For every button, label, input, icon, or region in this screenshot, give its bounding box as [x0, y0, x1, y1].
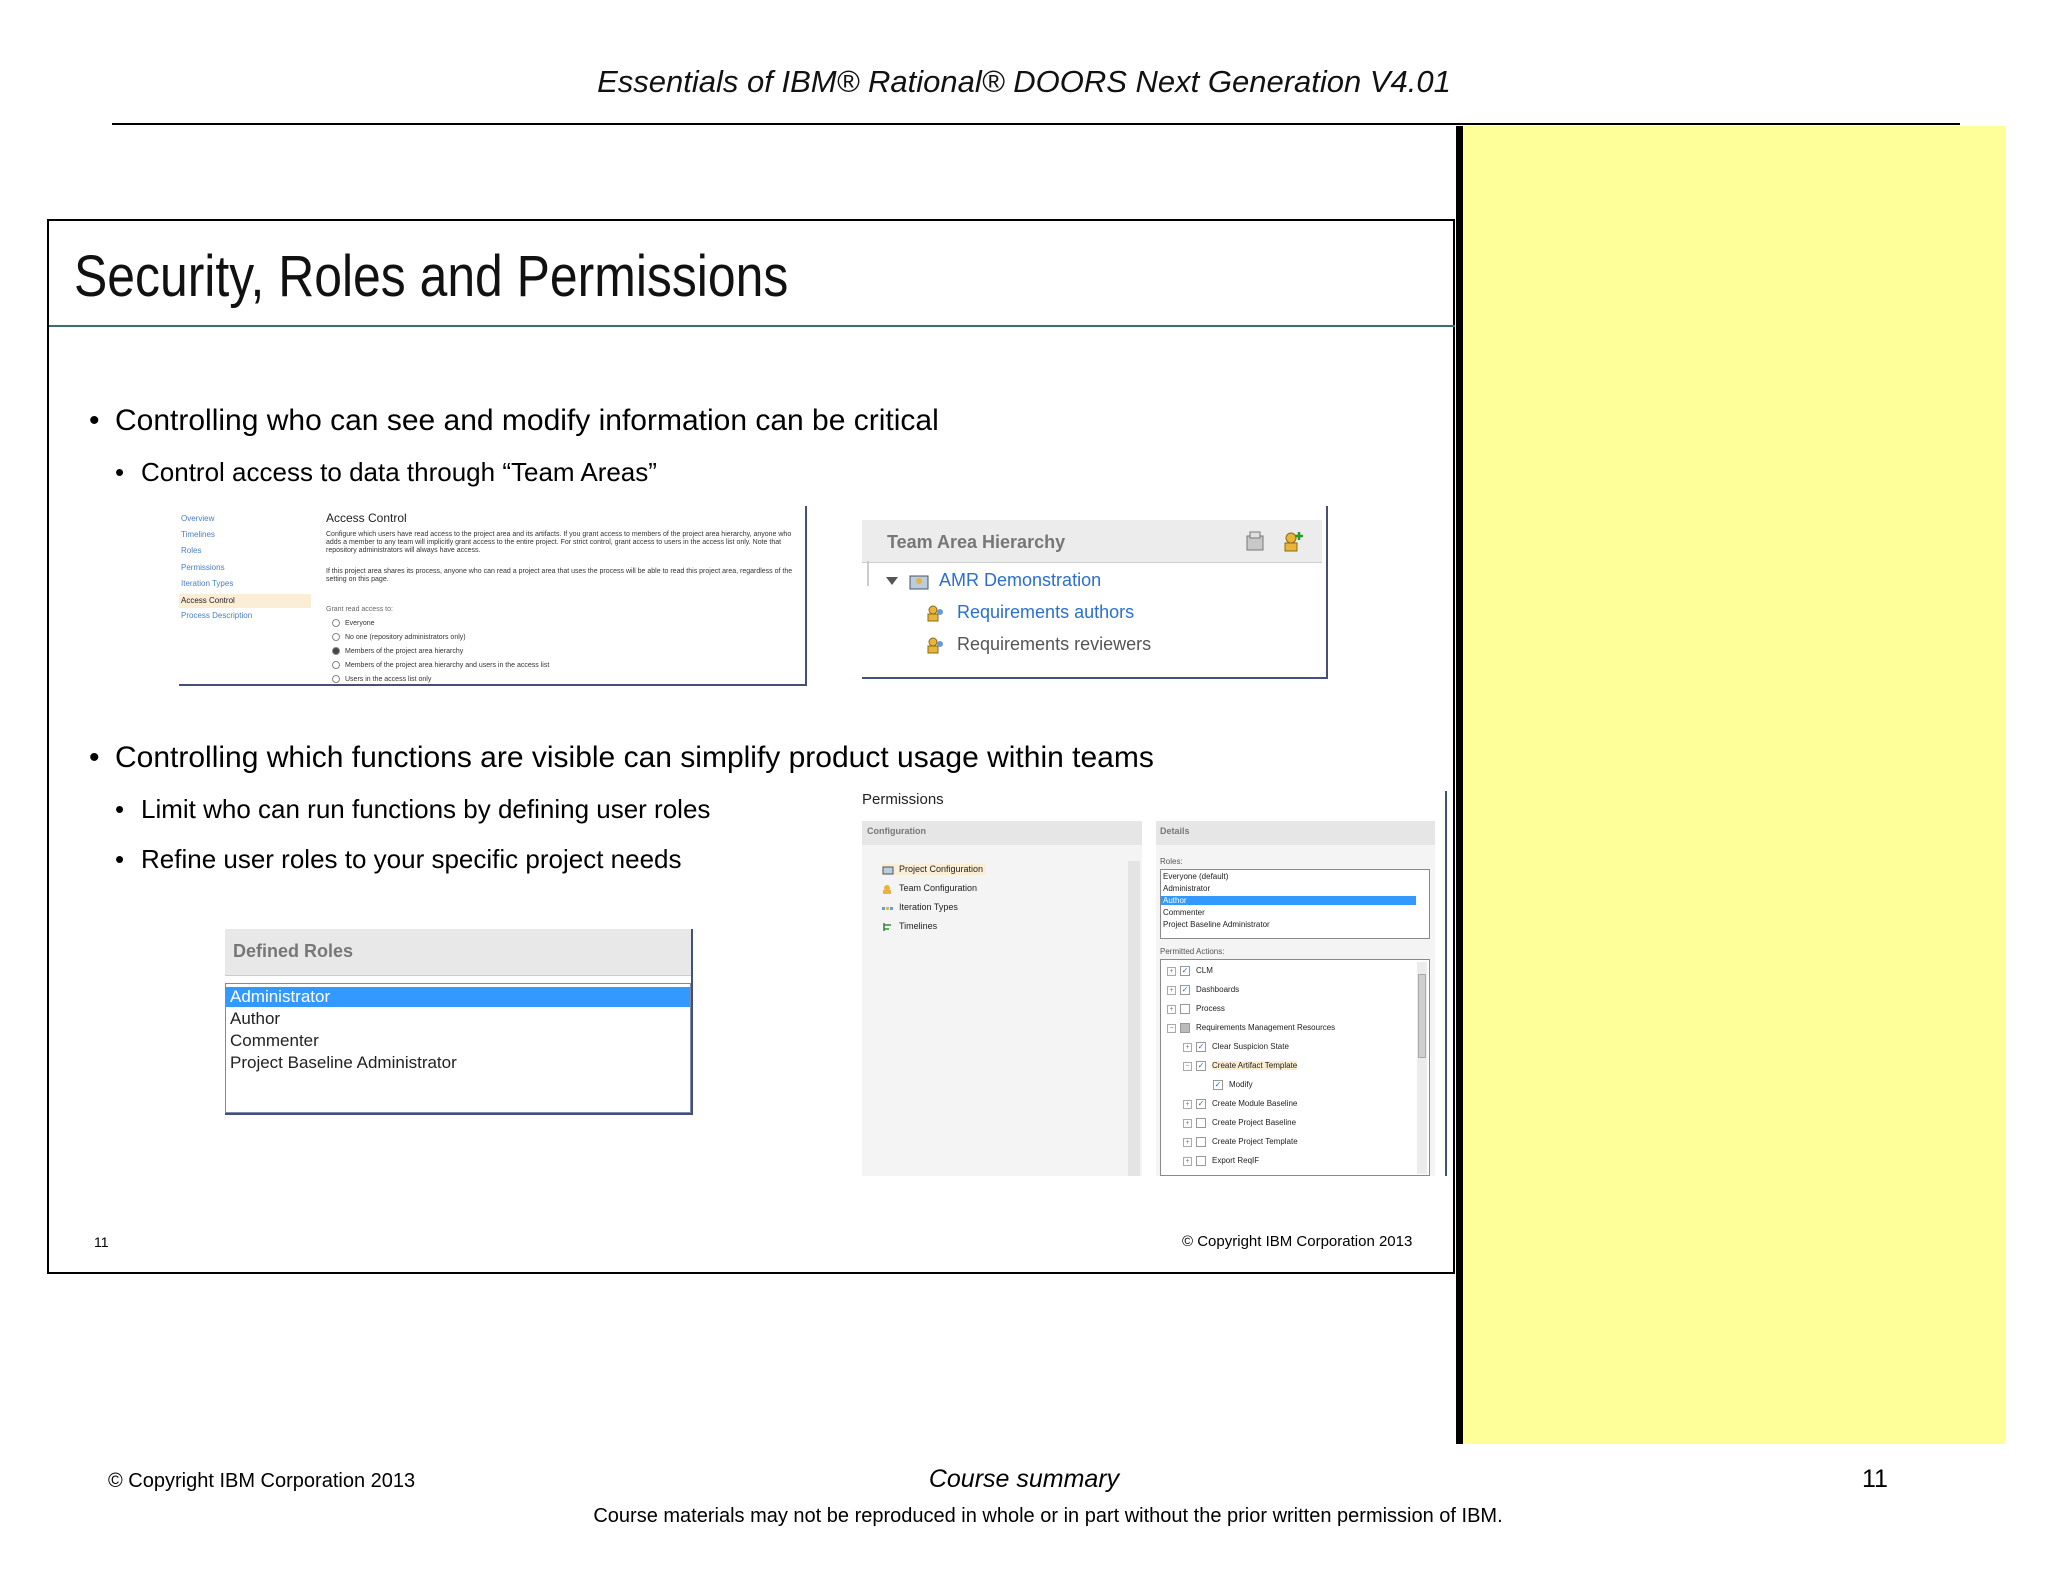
role-administrator[interactable]: Administrator	[226, 987, 690, 1007]
footer-page-number: 11	[1862, 1465, 1888, 1493]
roles-label: Roles:	[1160, 857, 1183, 866]
cfg-iteration-types[interactable]: Iteration Types	[882, 902, 958, 913]
action-process[interactable]: + Process	[1167, 1004, 1225, 1014]
footer-notice: Course materials may not be reproduced in whole or in part without the prior written permission of IBM.	[593, 1505, 1503, 1527]
checkbox-icon: ✓	[1197, 1099, 1205, 1108]
checkbox-icon: ✓	[1197, 1061, 1205, 1070]
action-export-reqif[interactable]: + Export ReqIF	[1183, 1156, 1259, 1166]
team-configuration-icon	[882, 884, 894, 894]
checkbox-icon: ✓	[1181, 966, 1189, 975]
timelines-icon	[882, 922, 894, 932]
role-option-commenter[interactable]: Commenter	[1163, 908, 1205, 917]
ac-nav-process-description[interactable]: Process Description	[181, 611, 253, 620]
slide	[47, 219, 1455, 1274]
checkbox-icon: ✓	[1181, 985, 1189, 994]
cfg-team-configuration[interactable]: Team Configuration	[882, 883, 977, 894]
slide-number: 11	[94, 1234, 109, 1250]
team-area-icon	[926, 636, 946, 654]
checkbox-icon	[1196, 1118, 1206, 1128]
action-dashboards[interactable]: + ✓ Dashboards	[1167, 985, 1239, 995]
footer-section: Course summary	[928, 1465, 1120, 1493]
ac-nav-access-control[interactable]: Access Control	[179, 594, 311, 608]
bullet-1-text: Controlling who can see and modify information can be critical	[115, 404, 939, 437]
ac-nav-overview[interactable]: Overview	[181, 514, 215, 523]
expand-triangle-icon[interactable]	[886, 576, 898, 586]
tah-title: Team Area Hierarchy	[887, 532, 1066, 552]
slide-copyright: © Copyright IBM Corporation 2013	[1182, 1233, 1413, 1250]
role-option-everyone[interactable]: Everyone (default)	[1163, 872, 1229, 881]
configuration-panel	[862, 845, 1142, 1176]
document-header: Essentials of IBM® Rational® DOORS Next Generation V4.01	[597, 64, 1451, 99]
bullet-2-sub-2-text: Refine user roles to your specific project needs	[141, 844, 682, 874]
header-rule	[112, 123, 1960, 125]
checkbox-icon: ✓	[1197, 1042, 1205, 1051]
team-area-hierarchy-screenshot	[862, 506, 1328, 679]
action-create-module-baseline[interactable]: + ✓ Create Module Baseline	[1183, 1099, 1297, 1109]
ac-option-no-one[interactable]: No one (repository administrators only)	[332, 633, 466, 641]
action-requirements-management-resources[interactable]: − Requirements Management Resources	[1167, 1023, 1335, 1033]
ac-description-2: If this project area shares its process, anyone who can read a project area that uses the process will be able to read this project area, regardless of the setting on this page.	[326, 568, 793, 583]
cfg-timelines[interactable]: Timelines	[882, 921, 937, 932]
ac-title: Access Control	[326, 511, 407, 525]
action-create-project-template[interactable]: + Create Project Template	[1183, 1137, 1298, 1147]
configuration-label: Configuration	[867, 826, 926, 836]
bullet-2-text: Controlling which functions are visible can simplify product usage within teams	[115, 741, 1154, 774]
notes-panel	[1463, 126, 2005, 1444]
action-create-project-baseline[interactable]: + Create Project Baseline	[1183, 1118, 1296, 1128]
tah-header	[862, 520, 1322, 563]
role-option-author[interactable]: Author	[1161, 896, 1416, 905]
actions-scrollbar-thumb[interactable]	[1418, 974, 1426, 1058]
ac-description-1: Configure which users have read access to the project area and its artifacts. If you grant access to members of the project area hierarchy, anyone who adds a member to any team will implicitly grant access to the entire project. For strict control, grant access to users in the access list only. Note that repository administrators will always have access.	[326, 531, 792, 554]
ac-option-members-hierarchy[interactable]: Members of the project area hierarchy	[332, 647, 463, 655]
bullet-2: • Controlling which functions are visible can simplify product usage within teams	[89, 741, 1154, 774]
iteration-types-icon	[882, 903, 894, 913]
ac-option-members-and-list[interactable]: Members of the project area hierarchy and users in the access list	[332, 661, 549, 669]
action-clear-suspicion-state[interactable]: + ✓ Clear Suspicion State	[1183, 1042, 1289, 1052]
role-option-administrator[interactable]: Administrator	[1163, 884, 1211, 893]
action-modify[interactable]: ✓ Modify	[1214, 1080, 1253, 1090]
checkbox-partial-icon	[1180, 1023, 1190, 1033]
tah-root-node[interactable]: AMR Demonstration	[886, 570, 1101, 591]
project-configuration-icon	[882, 865, 894, 875]
defined-roles-list[interactable]	[225, 983, 691, 1113]
tah-child-requirements-authors[interactable]: Requirements authors	[926, 602, 1134, 623]
checkbox-icon	[1196, 1156, 1206, 1166]
ac-nav-roles[interactable]: Roles	[181, 546, 202, 555]
slide-title: Security, Roles and Permissions	[74, 244, 789, 309]
checkbox-icon: ✓	[1214, 1080, 1222, 1089]
ac-nav-timelines[interactable]: Timelines	[181, 530, 215, 539]
add-team-area-icon[interactable]	[1282, 530, 1306, 552]
ac-nav-permissions[interactable]: Permissions	[181, 563, 225, 572]
team-area-icon[interactable]	[1244, 530, 1268, 552]
bullet-2-sub-2: • Refine user roles to your specific project needs	[115, 844, 682, 874]
defined-roles-header	[225, 929, 691, 976]
title-rule	[49, 325, 1455, 327]
tah-child-requirements-reviewers[interactable]: Requirements reviewers	[926, 634, 1151, 655]
footer-copyright: © Copyright IBM Corporation 2013	[108, 1470, 416, 1492]
defined-roles-screenshot	[225, 929, 693, 1115]
permitted-actions-label: Permitted Actions:	[1160, 947, 1225, 956]
team-area-icon	[926, 604, 946, 622]
project-area-icon	[909, 572, 929, 590]
roles-listbox[interactable]	[1160, 869, 1430, 939]
bullet-1-sub-1: • Control access to data through “Team Areas”	[115, 457, 657, 487]
ac-option-everyone[interactable]: Everyone	[332, 619, 375, 627]
ac-option-access-list-only[interactable]: Users in the access list only	[332, 675, 431, 683]
cfg-project-configuration[interactable]: Project Configuration	[882, 864, 986, 875]
role-project-baseline-administrator[interactable]: Project Baseline Administrator	[230, 1053, 457, 1072]
permissions-title: Permissions	[862, 791, 944, 808]
notes-divider	[1456, 126, 1463, 1444]
configuration-scrollbar[interactable]	[1128, 861, 1140, 1176]
bullet-1: • Controlling who can see and modify information can be critical	[89, 404, 939, 437]
role-commenter[interactable]: Commenter	[230, 1031, 319, 1050]
role-option-project-baseline-administrator[interactable]: Project Baseline Administrator	[1163, 920, 1270, 929]
checkbox-icon	[1196, 1137, 1206, 1147]
permissions-screenshot	[862, 791, 1447, 1176]
bullet-2-sub-1: • Limit who can run functions by defining user roles	[115, 794, 711, 824]
details-label: Details	[1160, 826, 1190, 836]
details-header	[1156, 821, 1435, 845]
ac-grant-label: Grant read access to:	[326, 606, 393, 613]
action-create-artifact-template[interactable]: − ✓ Create Artifact Template	[1183, 1061, 1297, 1071]
ac-nav-iteration-types[interactable]: Iteration Types	[181, 579, 234, 588]
permitted-actions-tree[interactable]	[1160, 959, 1430, 1176]
action-clm[interactable]: + ✓ CLM	[1167, 966, 1213, 976]
defined-roles-title: Defined Roles	[233, 941, 354, 961]
checkbox-icon	[1180, 1004, 1190, 1014]
bullet-1-sub-1-text: Control access to data through “Team Areas”	[141, 457, 657, 487]
bullet-2-sub-1-text: Limit who can run functions by defining user roles	[141, 794, 711, 824]
role-author[interactable]: Author	[230, 1009, 281, 1028]
access-control-screenshot	[179, 506, 807, 686]
